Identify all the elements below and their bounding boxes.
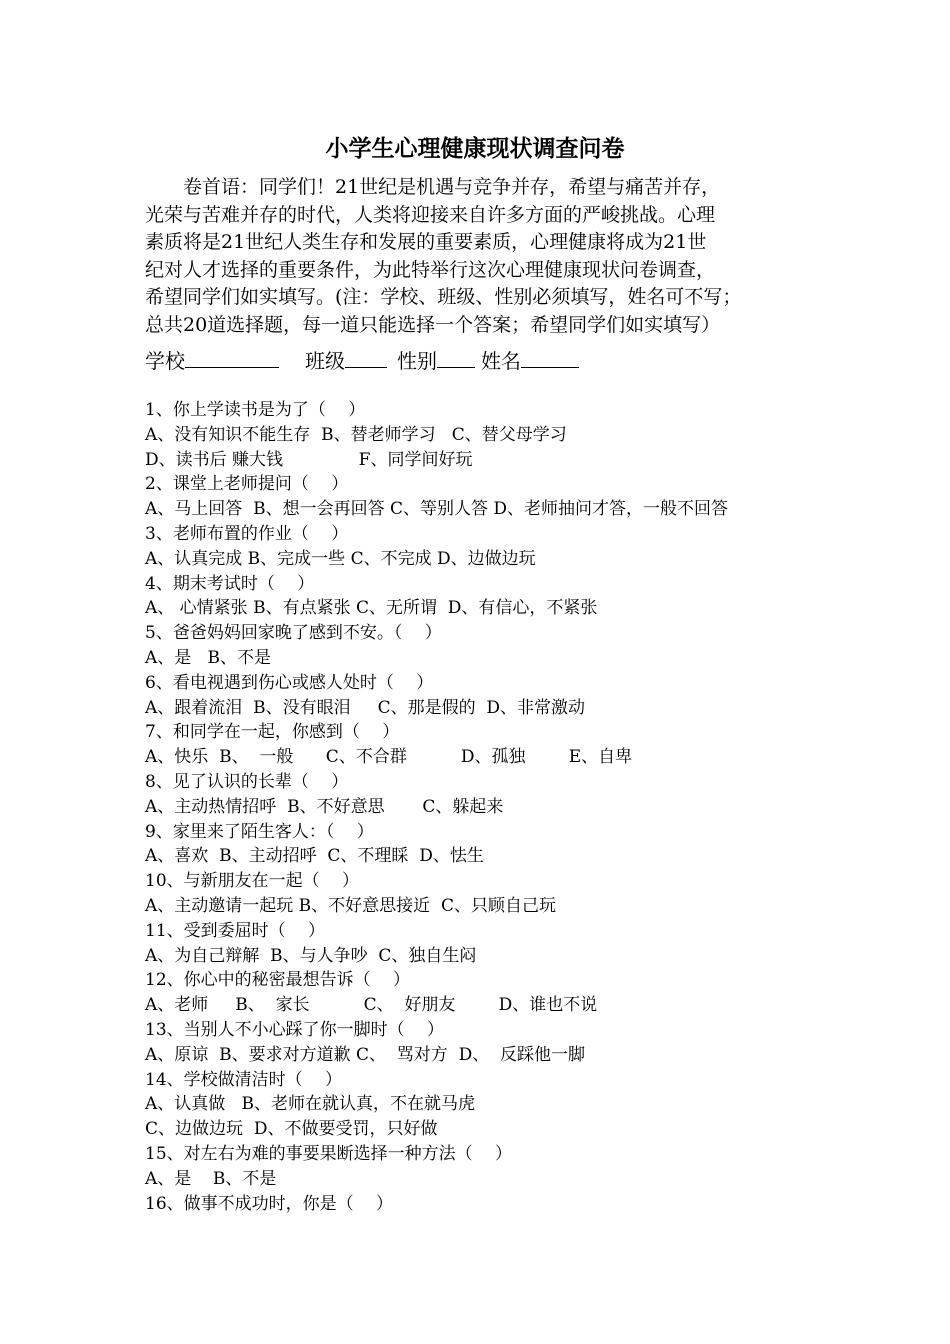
question-line: D、读书后 赚大钱 F、同学间好玩 <box>145 449 473 470</box>
class-label: 班级 <box>305 349 345 373</box>
student-info-row <box>145 346 579 376</box>
question-line: 11、受到委屈时（ ） <box>145 920 326 941</box>
question-line: 2、课堂上老师提问（ ） <box>145 474 349 495</box>
question-list <box>145 398 845 1216</box>
question-line: A、没有知识不能生存 B、替老师学习 C、替父母学习 <box>145 424 567 445</box>
question-line: A、 心情紧张 B、有点紧张 C、无所谓 D、有信心，不紧张 <box>145 598 598 619</box>
question-line: A、喜欢 B、主动招呼 C、不理睬 D、怯生 <box>145 846 484 867</box>
question-line: A、主动邀请一起玩 B、不好意思接近 C、只顾自己玩 <box>145 895 556 916</box>
question-line: 1、你上学读书是为了（ ） <box>145 400 366 420</box>
question-line: A、认真做 B、老师在就认真，不在就马虎 <box>145 1094 475 1115</box>
school-label: 学校 <box>145 349 185 373</box>
question-line: A、原谅 B、要求对方道歉 C、 骂对方 D、 反踩他一脚 <box>145 1044 586 1065</box>
question-line: 7、和同学在一起，你感到（ ） <box>145 722 400 743</box>
class-blank[interactable] <box>345 347 387 368</box>
intro-line: 希望同学们如实填写。(注：学校、班级、性别必须填写，姓名可不写； <box>145 286 742 308</box>
question-line: 14、学校做清洁时（ ） <box>145 1069 343 1090</box>
gender-blank[interactable] <box>437 347 475 368</box>
page-title: 小学生心理健康现状调查问卷 <box>325 136 625 162</box>
question-line: A、是 B、不是 <box>145 1168 277 1189</box>
question-line: A、老师 B、 家长 C、 好朋友 D、谁也不说 <box>145 995 598 1016</box>
question-line: 9、家里来了陌生客人：（ ） <box>145 821 374 842</box>
question-line: 3、老师布置的作业（ ） <box>145 523 349 544</box>
name-blank[interactable] <box>521 347 579 368</box>
intro-line: 纪对人才选择的重要条件，为此特举行这次心理健康现状问卷调查， <box>145 258 716 281</box>
question-line: A、认真完成 B、完成一些 C、不完成 D、边做边玩 <box>145 548 536 569</box>
question-line: A、跟着流泪 B、没有眼泪 C、那是假的 D、非常激动 <box>145 697 586 718</box>
intro-line: 光荣与苦难并存的时代，人类将迎接来自许多方面的严峻挑战。心理 <box>145 203 716 226</box>
question-line: A、为自己辩解 B、与人争吵 C、独自生闷 <box>145 945 477 966</box>
question-line: C、边做边玩 D、不做要受罚，只好做 <box>145 1119 438 1140</box>
intro-line: 素质将是21世纪人类生存和发展的重要素质，心理健康将成为21世 <box>145 231 707 253</box>
question-line: 4、期末考试时（ ） <box>145 573 315 594</box>
question-line: 5、爸爸妈妈回家晚了感到不安。（ ） <box>145 623 442 644</box>
question-line: A、是 B、不是 <box>145 647 271 668</box>
intro-line: 总共20道选择题，每一道只能选择一个答案；希望同学们如实填写） <box>145 313 721 336</box>
intro-line: 卷首语：同学们！21世纪是机遇与竞争并存，希望与痛苦并存， <box>145 176 721 198</box>
question-line: 6、看电视遇到伤心或感人处时（ ） <box>145 672 434 693</box>
intro-paragraph <box>145 174 810 339</box>
gender-label: 性别 <box>397 349 437 373</box>
question-line: 10、与新朋友在一起（ ） <box>145 871 360 892</box>
question-line: 8、见了认识的长辈（ ） <box>145 771 349 792</box>
question-line: A、马上回答 B、想一会再回答 C、等别人答 D、老师抽问才答，一般不回答 <box>145 499 729 520</box>
question-line: 15、对左右为难的事要果断选择一种方法（ ） <box>145 1143 513 1164</box>
name-label: 姓名 <box>481 349 521 373</box>
question-line: 12、你心中的秘密最想告诉（ ） <box>145 970 411 991</box>
question-line: 13、当别人不小心踩了你一脚时（ ） <box>145 1019 445 1040</box>
question-line: A、快乐 B、 一般 C、不合群 D、孤独 E、自卑 <box>145 747 633 768</box>
question-line: 16、做事不成功时，你是（ ） <box>145 1193 394 1214</box>
school-blank[interactable] <box>185 347 279 368</box>
question-line: A、主动热情招呼 B、不好意思 C、躲起来 <box>145 796 504 817</box>
